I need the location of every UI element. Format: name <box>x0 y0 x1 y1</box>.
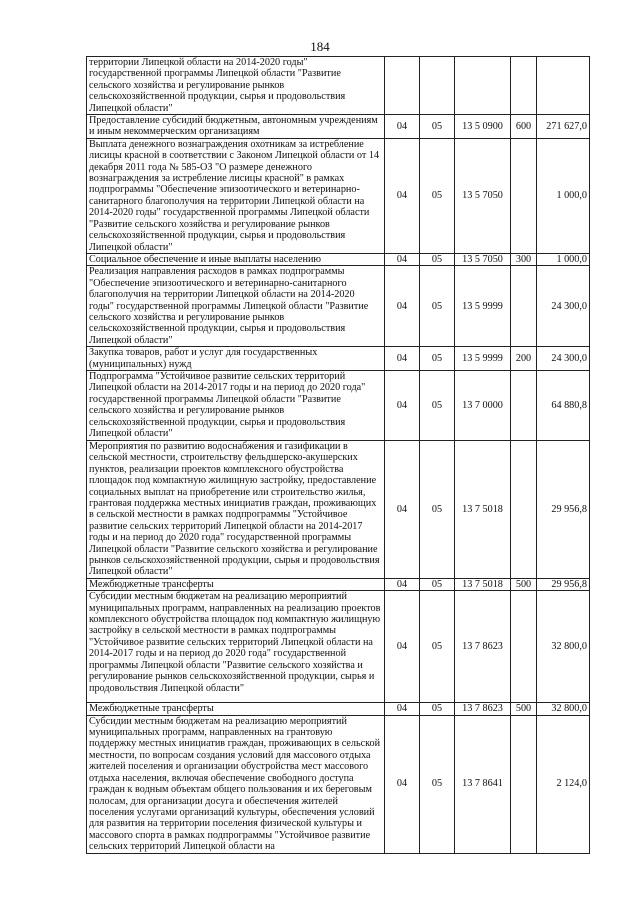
row-subsection <box>420 57 455 115</box>
table-row <box>87 715 590 853</box>
table-row <box>87 591 590 703</box>
row-description: Закупка товаров, работ и услуг для государственных (муниципальных) нужд <box>87 347 385 371</box>
row-section: 04 <box>385 347 420 371</box>
row-section: 04 <box>385 591 420 703</box>
row-target-article: 13 7 8623 <box>455 591 511 703</box>
row-subsection: 05 <box>420 253 455 265</box>
row-amount: 1 000,0 <box>537 253 590 265</box>
row-amount: 1 000,0 <box>537 138 590 253</box>
budget-table-body <box>87 57 590 854</box>
row-amount: 32 800,0 <box>537 703 590 715</box>
row-expense-type <box>511 57 537 115</box>
row-description: Межбюджетные трансферты <box>87 578 385 590</box>
row-target-article: 13 5 9999 <box>455 266 511 347</box>
row-section: 04 <box>385 138 420 253</box>
row-amount: 29 956,8 <box>537 578 590 590</box>
row-target-article: 13 7 5018 <box>455 578 511 590</box>
row-expense-type: 500 <box>511 578 537 590</box>
table-row <box>87 138 590 253</box>
row-expense-type: 600 <box>511 115 537 139</box>
row-expense-type: 200 <box>511 347 537 371</box>
row-amount: 24 300,0 <box>537 266 590 347</box>
row-expense-type <box>511 715 537 853</box>
row-section: 04 <box>385 370 420 440</box>
row-subsection: 05 <box>420 578 455 590</box>
row-subsection: 05 <box>420 370 455 440</box>
row-amount: 271 627,0 <box>537 115 590 139</box>
row-section: 04 <box>385 578 420 590</box>
row-target-article: 13 5 7050 <box>455 138 511 253</box>
row-amount <box>537 57 590 115</box>
row-amount: 29 956,8 <box>537 440 590 578</box>
row-subsection: 05 <box>420 440 455 578</box>
row-section: 04 <box>385 115 420 139</box>
row-description: Межбюджетные трансферты <box>87 703 385 715</box>
page-number: 184 <box>310 39 330 54</box>
table-row <box>87 703 590 715</box>
row-expense-type: 500 <box>511 703 537 715</box>
row-target-article: 13 7 5018 <box>455 440 511 578</box>
row-target-article: 13 5 7050 <box>455 253 511 265</box>
row-section: 04 <box>385 440 420 578</box>
table-row <box>87 57 590 115</box>
row-target-article: 13 5 9999 <box>455 347 511 371</box>
row-subsection: 05 <box>420 266 455 347</box>
row-subsection: 05 <box>420 703 455 715</box>
row-expense-type <box>511 370 537 440</box>
row-section <box>385 57 420 115</box>
row-subsection: 05 <box>420 115 455 139</box>
table-row <box>87 266 590 347</box>
row-description: территории Липецкой области на 2014-2020 годы" государственной программы Липецкой области "Развитие сельского хозяйства и регулирование рынков сельскохозяйственной продукции, сырья и продовольствия Липецкой области" <box>87 57 385 115</box>
row-subsection: 05 <box>420 591 455 703</box>
row-section: 04 <box>385 715 420 853</box>
row-amount: 2 124,0 <box>537 715 590 853</box>
row-subsection: 05 <box>420 138 455 253</box>
budget-table <box>86 56 590 854</box>
row-description: Реализация направления расходов в рамках подпрограммы "Обеспечение эпизоотического и ветеринарно-санитарного благополучия на территории Липецкой области на 2014-2020 годы" государственной программы Липецкой области "Развитие сельского хозяйства и регулирование рынков сельскохозяйственной продукции, сырья и продовольствия Липецкой области" <box>87 266 385 347</box>
row-expense-type <box>511 266 537 347</box>
row-amount: 24 300,0 <box>537 347 590 371</box>
table-row <box>87 440 590 578</box>
row-subsection: 05 <box>420 347 455 371</box>
row-description: Социальное обеспечение и иные выплаты населению <box>87 253 385 265</box>
table-row <box>87 578 590 590</box>
row-amount: 32 800,0 <box>537 591 590 703</box>
table-row <box>87 370 590 440</box>
row-description: Мероприятия по развитию водоснабжения и газификации в сельской местности, строительству фельдшерско-акушерских пунктов, реализации проектов комплексного обустройства площадок под компактную жилищную застройку, предоставление социальных выплат на приобретение или строительство жилья, грантовая поддержка местных инициатив граждан, проживающих в сельской местности в рамках подпрограммы "Устойчивое развитие сельских территорий Липецкой области на 2014-2017 годы и на период до 2020 года" государственной программы Липецкой области "Развитие сельского хозяйства и регулирование рынков сельскохозяйственной продукции, сырья и продовольствия Липецкой области" <box>87 440 385 578</box>
row-description: Выплата денежного вознаграждения охотникам за истребление лисицы красной в соответствии с Законом Липецкой области от 14 декабря 2011 года № 585-ОЗ "О размере денежного вознаграждения за истребление лисицы красной" в рамках подпрограммы "Обеспечение эпизоотического и ветеринарно-санитарного благополучия на территории Липецкой области на 2014-2020 годы" государственной программы Липецкой области "Развитие сельского хозяйства и регулирование рынков сельскохозяйственной продукции, сырья и продовольствия Липецкой области" <box>87 138 385 253</box>
row-section: 04 <box>385 703 420 715</box>
row-target-article <box>455 57 511 115</box>
row-description: Субсидии местным бюджетам на реализацию мероприятий муниципальных программ, направленных на грантовую поддержку местных инициатив граждан, проживающих в сельской местности, по вопросам создания условий для массового отдыха жителей поселения и организации обустройства мест массового отдыха населения, включая обеспечение свободного доступа граждан к водным объектам общего пользования и их береговым полосам, для организации досуга и обеспечения жителей поселения услугами организаций культуры, обеспечения условий для развития на территории поселения физической культуры и массового спорта в рамках подпрограммы "Устойчивое развитие сельских территорий Липецкой области на <box>87 715 385 853</box>
table-row <box>87 253 590 265</box>
row-description: Предоставление субсидий бюджетным, автономным учреждениям и иным некоммерческим организациям <box>87 115 385 139</box>
row-section: 04 <box>385 266 420 347</box>
row-target-article: 13 7 8623 <box>455 703 511 715</box>
row-expense-type <box>511 440 537 578</box>
row-expense-type: 300 <box>511 253 537 265</box>
row-target-article: 13 5 0900 <box>455 115 511 139</box>
row-target-article: 13 7 0000 <box>455 370 511 440</box>
row-subsection: 05 <box>420 715 455 853</box>
table-row <box>87 115 590 139</box>
row-target-article: 13 7 8641 <box>455 715 511 853</box>
row-description: Подпрограмма "Устойчивое развитие сельских территорий Липецкой области на 2014-2017 годы и на период до 2020 года" государственной программы Липецкой области "Развитие сельского хозяйства и регулирование рынков сельскохозяйственной продукции, сырья и продовольствия Липецкой области" <box>87 370 385 440</box>
row-expense-type <box>511 138 537 253</box>
table-row <box>87 347 590 371</box>
row-section: 04 <box>385 253 420 265</box>
row-expense-type <box>511 591 537 703</box>
row-description: Субсидии местным бюджетам на реализацию мероприятий муниципальных программ, направленных на реализацию проектов комплексного обустройства площадок под компактную жилищную застройку в сельской местности в рамках подпрограммы "Устойчивое развитие сельских территорий Липецкой области на 2014-2017 годы и на период до 2020 года" государственной программы Липецкой области "Развитие сельского хозяйства и регулирование рынков сельскохозяйственной продукции, сырья и продовольствия Липецкой области" <box>87 591 385 703</box>
row-amount: 64 880,8 <box>537 370 590 440</box>
